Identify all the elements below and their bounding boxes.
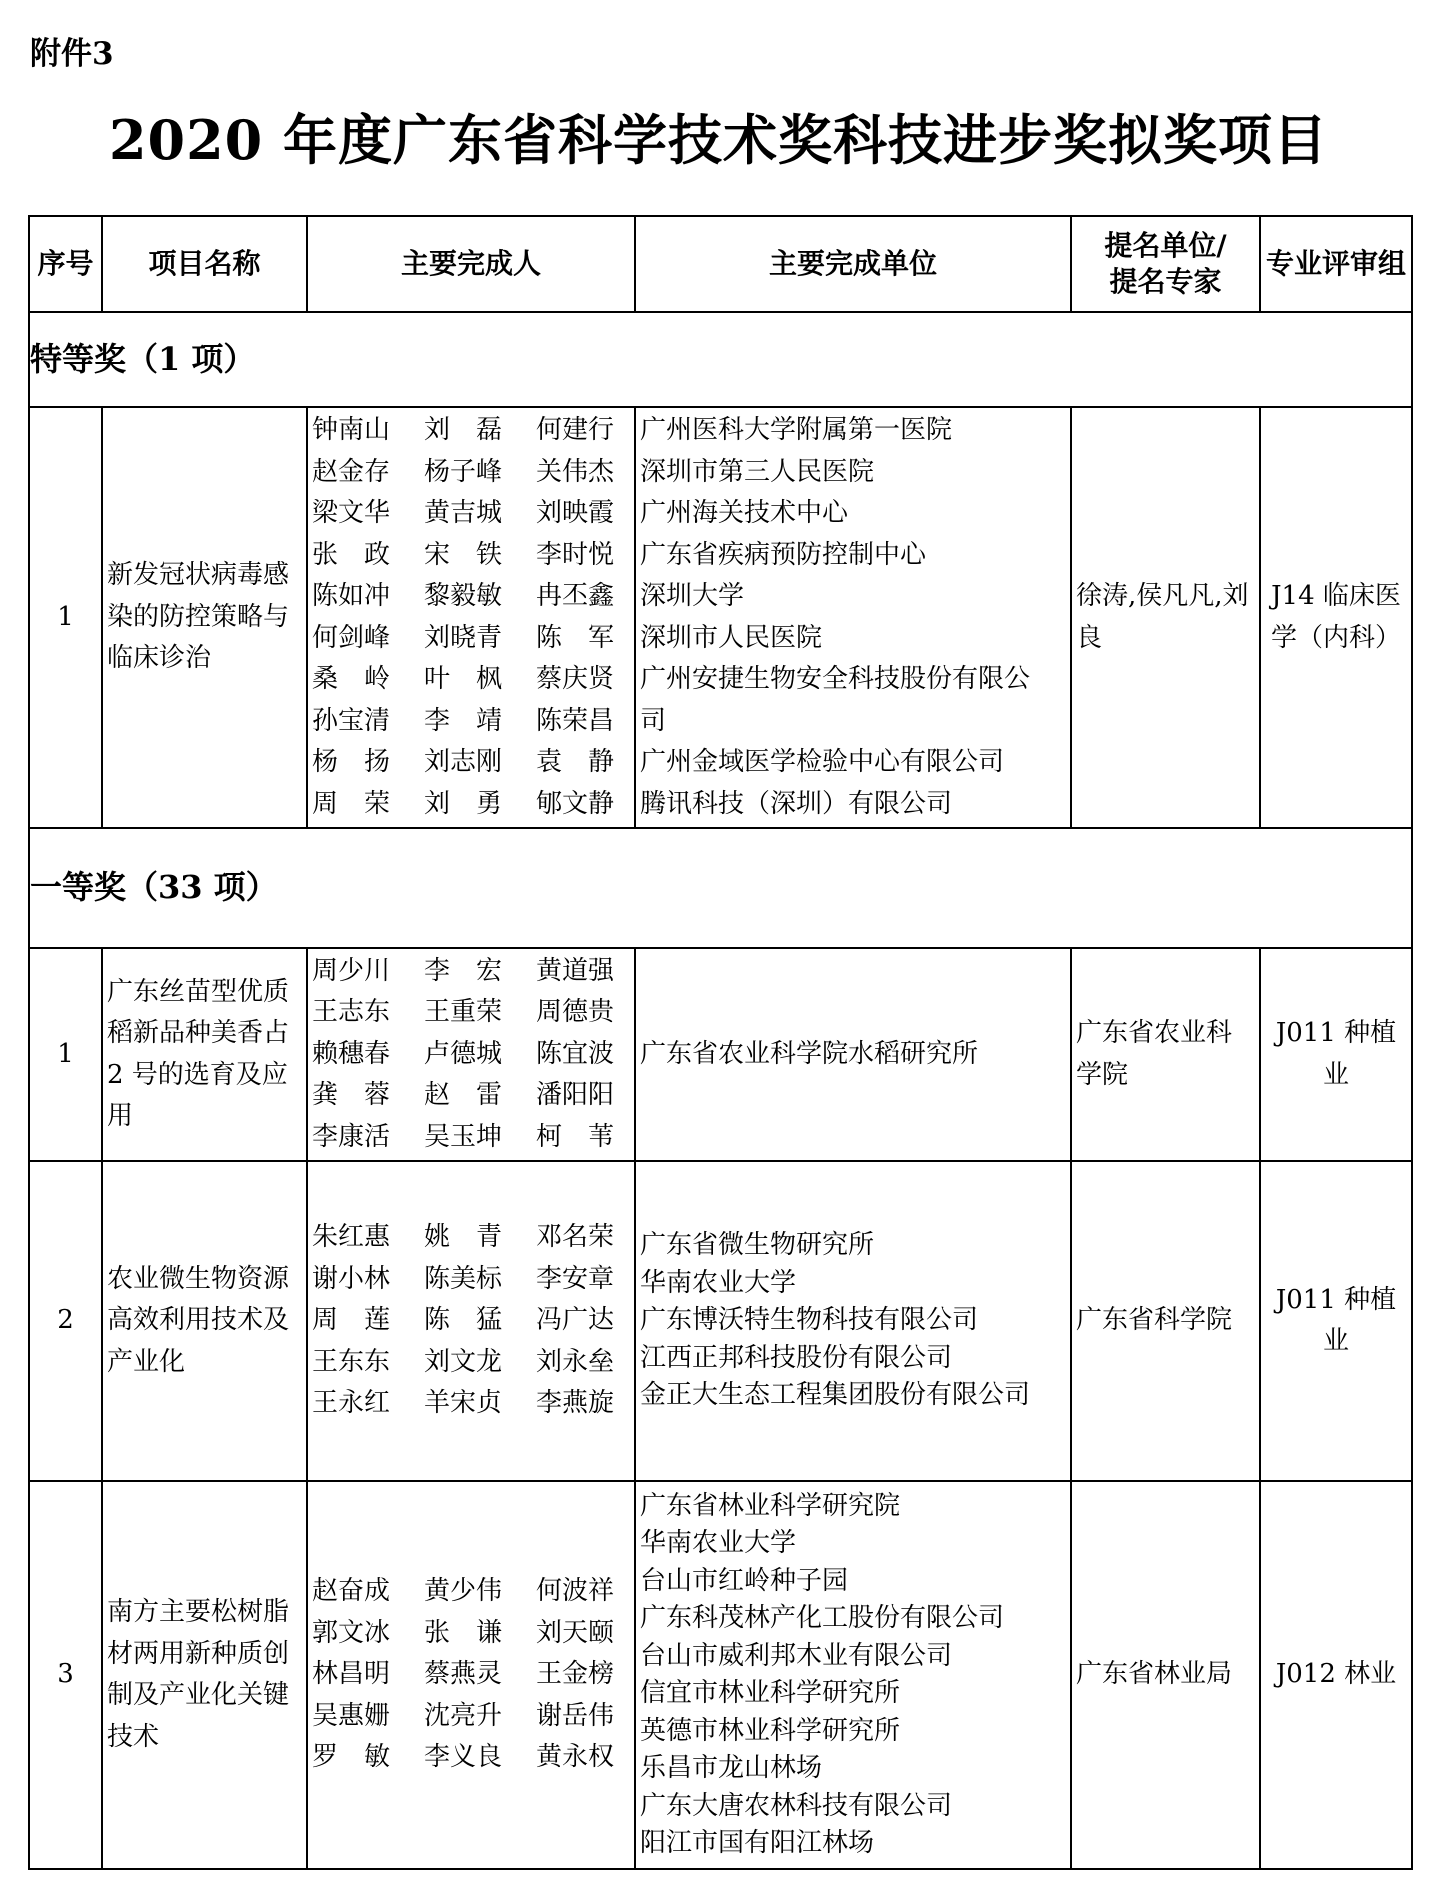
people-line — [312, 535, 634, 577]
person-name: 刘映霞 — [536, 498, 615, 528]
person-name: 陈 猛 — [424, 1305, 503, 1336]
person-name: 李 宏 — [424, 955, 503, 986]
header-people: 主要完成人 — [307, 216, 635, 312]
group-cell: J011 种植业 — [1260, 1161, 1412, 1481]
units-cell — [635, 1481, 1071, 1869]
person-name: 陈宜波 — [536, 1038, 615, 1069]
unit-name: 台山市威利邦木业有限公司 — [640, 1640, 953, 1671]
header-project: 项目名称 — [102, 216, 307, 312]
person-name: 桑 岭 — [312, 664, 391, 694]
person-name: 邓名荣 — [536, 1222, 615, 1253]
people-line — [312, 618, 634, 660]
person-name: 赵 雷 — [424, 1080, 503, 1111]
header-nominator-line1: 提名单位/ — [1104, 229, 1227, 262]
project-cell: 南方主要松树脂材两用新种质创制及产业化关键技术 — [102, 1481, 307, 1869]
people-cell — [307, 1161, 635, 1481]
people-line — [312, 992, 634, 1034]
person-name: 张 政 — [312, 539, 391, 570]
person-name: 李义良 — [424, 1742, 503, 1773]
person-name: 张 谦 — [424, 1617, 503, 1648]
people-line — [312, 1737, 634, 1779]
table-row — [29, 407, 1412, 828]
person-name: 刘 勇 — [424, 788, 503, 819]
person-name: 叶 枫 — [424, 664, 503, 694]
person-name: 李燕旋 — [536, 1388, 615, 1419]
unit-name: 广东省微生物研究所 — [640, 1230, 875, 1261]
unit-name: 广东科茂林产化工股份有限公司 — [640, 1603, 1005, 1633]
document-title: 2020 年度广东省科学技术奖科技进步奖拟奖项目 — [108, 108, 1329, 172]
person-name: 龚 蓉 — [312, 1080, 391, 1111]
attachment-label: 附件3 — [30, 36, 114, 72]
people-line — [312, 1117, 634, 1159]
unit-name: 台山市红岭种子园 — [640, 1565, 849, 1596]
person-name: 宋 铁 — [424, 539, 503, 570]
seq-cell: 1 — [29, 407, 102, 828]
person-name: 何波祥 — [536, 1576, 615, 1607]
seq-cell: 3 — [29, 1481, 102, 1869]
unit-name: 广东省疾病预防控制中心 — [640, 539, 927, 570]
person-name: 梁文华 — [312, 498, 391, 528]
person-name: 陈荣昌 — [536, 705, 615, 736]
section-row-special — [29, 312, 1412, 407]
person-name: 杨 扬 — [312, 747, 391, 777]
unit-name: 深圳大学 — [640, 581, 745, 611]
header-seq: 序号 — [29, 216, 102, 312]
person-name: 郭文冰 — [312, 1617, 391, 1648]
person-name: 何剑峰 — [312, 622, 391, 653]
unit-name: 广东博沃特生物科技有限公司 — [640, 1305, 979, 1336]
nominator-cell: 广东省农业科学院 — [1071, 948, 1260, 1161]
person-name: 黄永权 — [536, 1742, 615, 1773]
person-name: 刘文龙 — [424, 1346, 503, 1377]
header-nominator — [1071, 216, 1260, 312]
people-cell — [307, 407, 635, 828]
nominator-cell: 广东省林业局 — [1071, 1481, 1260, 1869]
people-cell — [307, 948, 635, 1161]
people-line — [312, 452, 634, 494]
person-name: 刘 磊 — [424, 415, 503, 445]
person-name: 黎毅敏 — [424, 581, 503, 611]
unit-name: 广东省农业科学院水稻研究所 — [640, 1038, 979, 1069]
person-name: 郇文静 — [536, 788, 615, 819]
project-cell: 广东丝苗型优质稻新品种美香占2 号的选育及应用 — [102, 948, 307, 1161]
people-line — [312, 701, 634, 743]
table-row — [29, 1481, 1412, 1869]
person-name: 刘晓青 — [424, 622, 503, 653]
group-cell: J011 种植业 — [1260, 948, 1412, 1161]
units-cell — [635, 1161, 1071, 1481]
person-name: 赖穗春 — [312, 1038, 391, 1069]
person-name: 李 靖 — [424, 705, 503, 736]
person-name: 周德贵 — [536, 997, 615, 1028]
people-line — [312, 659, 634, 701]
person-name: 周 莲 — [312, 1305, 391, 1336]
person-name: 卢德城 — [424, 1038, 503, 1069]
person-name: 羊宋贞 — [424, 1388, 503, 1419]
unit-name: 乐昌市龙山林场 — [640, 1753, 823, 1783]
unit-name: 信宜市林业科学研究所 — [640, 1678, 901, 1708]
people-line — [312, 1383, 634, 1425]
person-name: 王重荣 — [424, 997, 503, 1028]
unit-name: 广东省林业科学研究院 — [640, 1490, 901, 1521]
person-name: 周 荣 — [312, 788, 391, 819]
people-line — [312, 576, 634, 618]
seq-cell: 1 — [29, 948, 102, 1161]
person-name: 王永红 — [312, 1388, 391, 1419]
people-line — [312, 1654, 634, 1696]
person-name: 李时悦 — [536, 539, 615, 570]
person-name: 谢岳伟 — [536, 1700, 615, 1731]
person-name: 沈亮升 — [424, 1700, 503, 1731]
person-name: 王金榜 — [536, 1659, 615, 1690]
award-table — [28, 215, 1413, 1870]
person-name: 刘天颐 — [536, 1617, 615, 1648]
unit-name: 广东大唐农林科技有限公司 — [640, 1790, 953, 1821]
unit-name: 广州金域医学检验中心有限公司 — [640, 747, 1005, 777]
people-line — [312, 1259, 634, 1301]
person-name: 冉丕鑫 — [536, 581, 615, 611]
person-name: 孙宝清 — [312, 705, 391, 736]
person-name: 陈美标 — [424, 1263, 503, 1294]
project-cell: 农业微生物资源高效利用技术及产业化 — [102, 1161, 307, 1481]
person-name: 李安章 — [536, 1263, 615, 1294]
people-line — [312, 1300, 634, 1342]
unit-name: 深圳市第三人民医院 — [640, 456, 875, 487]
person-name: 王东东 — [312, 1346, 391, 1377]
person-name: 冯广达 — [536, 1305, 615, 1336]
units-cell — [635, 948, 1071, 1161]
person-name: 林昌明 — [312, 1659, 391, 1690]
person-name: 袁 静 — [536, 747, 615, 777]
table-row — [29, 948, 1412, 1161]
project-cell: 新发冠状病毒感染的防控策略与临床诊治 — [102, 407, 307, 828]
person-name: 刘志刚 — [424, 747, 503, 777]
header-group: 专业评审组 — [1260, 216, 1412, 312]
person-name: 朱红惠 — [312, 1222, 391, 1253]
unit-name: 华南农业大学 — [640, 1267, 797, 1298]
person-name: 罗 敏 — [312, 1742, 391, 1773]
person-name: 陈 军 — [536, 622, 615, 653]
person-name: 姚 青 — [424, 1222, 503, 1253]
person-name: 关伟杰 — [536, 456, 615, 487]
person-name: 陈如冲 — [312, 581, 391, 611]
people-line — [312, 1696, 634, 1738]
person-name: 谢小林 — [312, 1263, 391, 1294]
section-label: 特等奖（1 项） — [29, 312, 1412, 407]
person-name: 吴惠姗 — [312, 1700, 391, 1731]
people-line — [312, 410, 634, 452]
person-name: 何建行 — [536, 415, 615, 445]
section-label: 一等奖（33 项） — [29, 828, 1412, 948]
person-name: 李康活 — [312, 1121, 391, 1152]
nominator-cell: 广东省科学院 — [1071, 1161, 1260, 1481]
people-line — [312, 493, 634, 535]
person-name: 黄吉城 — [424, 498, 503, 528]
person-name: 周少川 — [312, 955, 391, 986]
group-cell: J012 林业 — [1260, 1481, 1412, 1869]
person-name: 杨子峰 — [424, 456, 503, 487]
people-line — [312, 1613, 634, 1655]
unit-name: 深圳市人民医院 — [640, 622, 823, 653]
unit-name: 广州海关技术中心 — [640, 498, 849, 528]
unit-name: 金正大生态工程集团股份有限公司 — [640, 1380, 1031, 1411]
people-line — [312, 1342, 634, 1384]
people-line — [312, 742, 634, 784]
unit-name: 华南农业大学 — [640, 1528, 797, 1558]
person-name: 黄少伟 — [424, 1576, 503, 1607]
people-line — [312, 1571, 634, 1613]
header-nominator-line2: 提名专家 — [1109, 265, 1222, 298]
person-name: 黄道强 — [536, 955, 615, 986]
person-name: 刘永垒 — [536, 1346, 615, 1377]
group-cell: J14 临床医学（内科） — [1260, 407, 1412, 828]
people-line — [312, 784, 634, 826]
table-header-row — [29, 216, 1412, 312]
person-name: 赵金存 — [312, 456, 391, 487]
unit-name: 司 — [640, 705, 667, 736]
person-name: 蔡燕灵 — [424, 1659, 503, 1690]
unit-name: 英德市林业科学研究所 — [640, 1715, 901, 1746]
unit-name: 广州安捷生物安全科技股份有限公 — [640, 664, 1031, 694]
section-row-first — [29, 828, 1412, 948]
header-units: 主要完成单位 — [635, 216, 1071, 312]
nominator-cell: 徐涛,侯凡凡,刘良 — [1071, 407, 1260, 828]
person-name: 潘阳阳 — [536, 1080, 615, 1111]
unit-name: 腾讯科技（深圳）有限公司 — [640, 788, 953, 819]
person-name: 蔡庆贤 — [536, 664, 615, 694]
seq-cell: 2 — [29, 1161, 102, 1481]
people-line — [312, 1217, 634, 1259]
unit-name: 江西正邦科技股份有限公司 — [640, 1342, 953, 1373]
person-name: 吴玉坤 — [424, 1121, 503, 1152]
person-name: 赵奋成 — [312, 1576, 391, 1607]
person-name: 钟南山 — [312, 415, 391, 445]
person-name: 柯 苇 — [536, 1121, 615, 1152]
people-line — [312, 1034, 634, 1076]
table-row — [29, 1161, 1412, 1481]
people-cell — [307, 1481, 635, 1869]
person-name: 王志东 — [312, 997, 391, 1028]
people-line — [312, 1075, 634, 1117]
unit-name: 广州医科大学附属第一医院 — [640, 415, 953, 445]
unit-name: 阳江市国有阳江林场 — [640, 1828, 875, 1858]
people-line — [312, 951, 634, 993]
units-cell — [635, 407, 1071, 828]
